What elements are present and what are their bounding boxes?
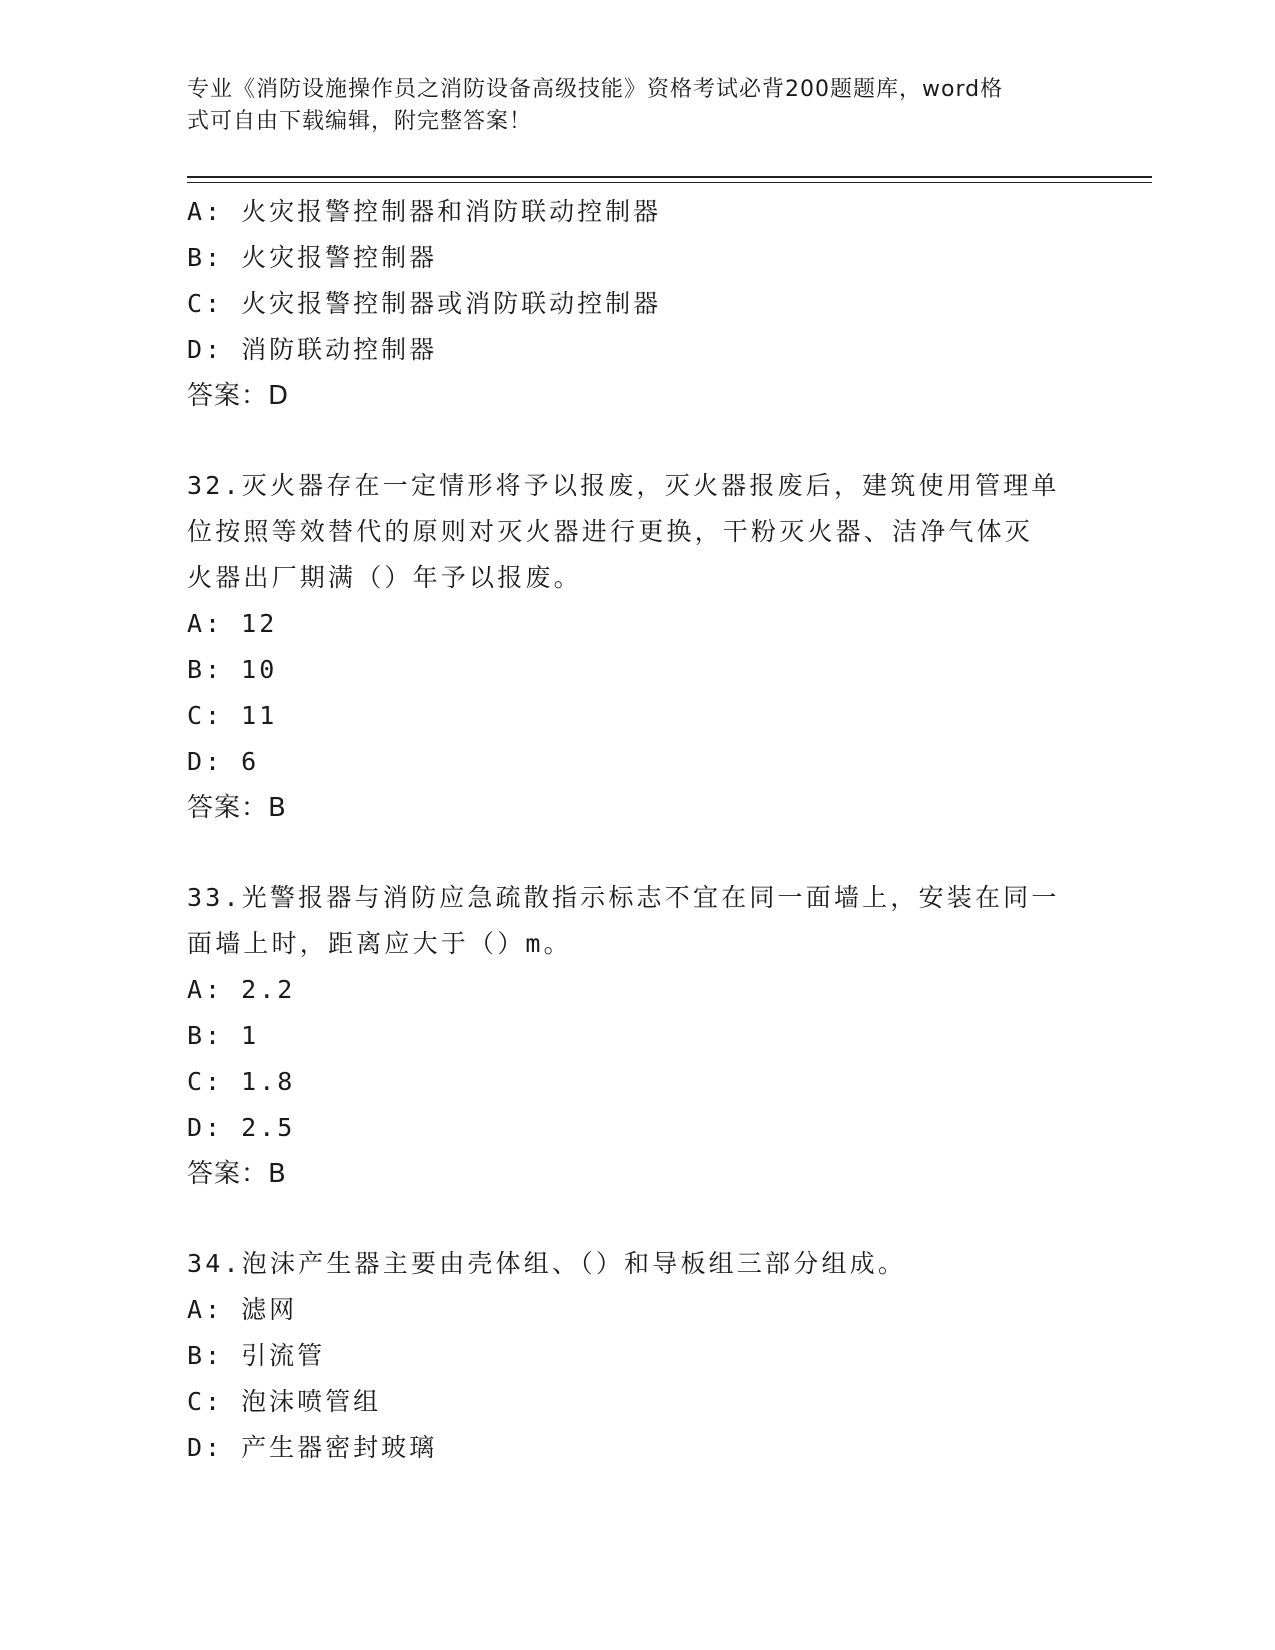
document-header	[187, 74, 1067, 138]
stem-line: 位按照等效替代的原则对灭火器进行更换，干粉灭火器、洁净气体灭	[187, 517, 1034, 546]
answer: 答案：D	[187, 381, 290, 411]
option-c: C: 泡沫喷管组	[187, 1387, 382, 1416]
option-b: B: 10	[187, 655, 278, 684]
option-b: B: 火灾报警控制器	[187, 243, 438, 272]
question-stem	[187, 1241, 1067, 1287]
option-d: D: 产生器密封玻璃	[187, 1433, 438, 1462]
question-34	[187, 1241, 1087, 1471]
stem-line: 火器出厂期满（）年予以报废。	[187, 563, 582, 592]
option-c: C: 1.8	[187, 1067, 296, 1096]
question-33	[187, 875, 1087, 1197]
option-c: C: 11	[187, 701, 278, 730]
option-b: B: 引流管	[187, 1341, 326, 1370]
answer: 答案：B	[187, 793, 287, 823]
option-a: A: 12	[187, 609, 278, 638]
stem-line: 32.灭火器存在一定情形将予以报废，灭火器报废后，建筑使用管理单	[187, 471, 1060, 500]
option-c: C: 火灾报警控制器或消防联动控制器	[187, 289, 662, 318]
stem-line: 34.泡沫产生器主要由壳体组、（）和导板组三部分组成。	[187, 1249, 907, 1278]
option-a: A: 滤网	[187, 1295, 298, 1324]
option-d: D: 6	[187, 747, 260, 776]
stem-line: 33.光警报器与消防应急疏散指示标志不宜在同一面墙上，安装在同一	[187, 883, 1060, 912]
question-stem	[187, 463, 1067, 601]
stem-line: 面墙上时，距离应大于（）m。	[187, 929, 572, 958]
question-list	[187, 189, 1087, 1471]
header-line-1: 专业《消防设施操作员之消防设备高级技能》资格考试必背200题题库，word格	[187, 77, 1004, 102]
option-d: D: 消防联动控制器	[187, 335, 438, 364]
question-31	[187, 189, 1087, 419]
option-d: D: 2.5	[187, 1113, 296, 1142]
option-a: A: 火灾报警控制器和消防联动控制器	[187, 197, 662, 226]
question-stem	[187, 875, 1067, 967]
header-divider-thick	[187, 176, 1152, 178]
option-b: B: 1	[187, 1021, 260, 1050]
answer: 答案：B	[187, 1159, 287, 1189]
option-a: A: 2.2	[187, 975, 296, 1004]
header-divider-thin	[187, 182, 1152, 183]
question-32	[187, 463, 1087, 831]
header-line-2: 式可自由下载编辑，附完整答案！	[187, 109, 533, 134]
